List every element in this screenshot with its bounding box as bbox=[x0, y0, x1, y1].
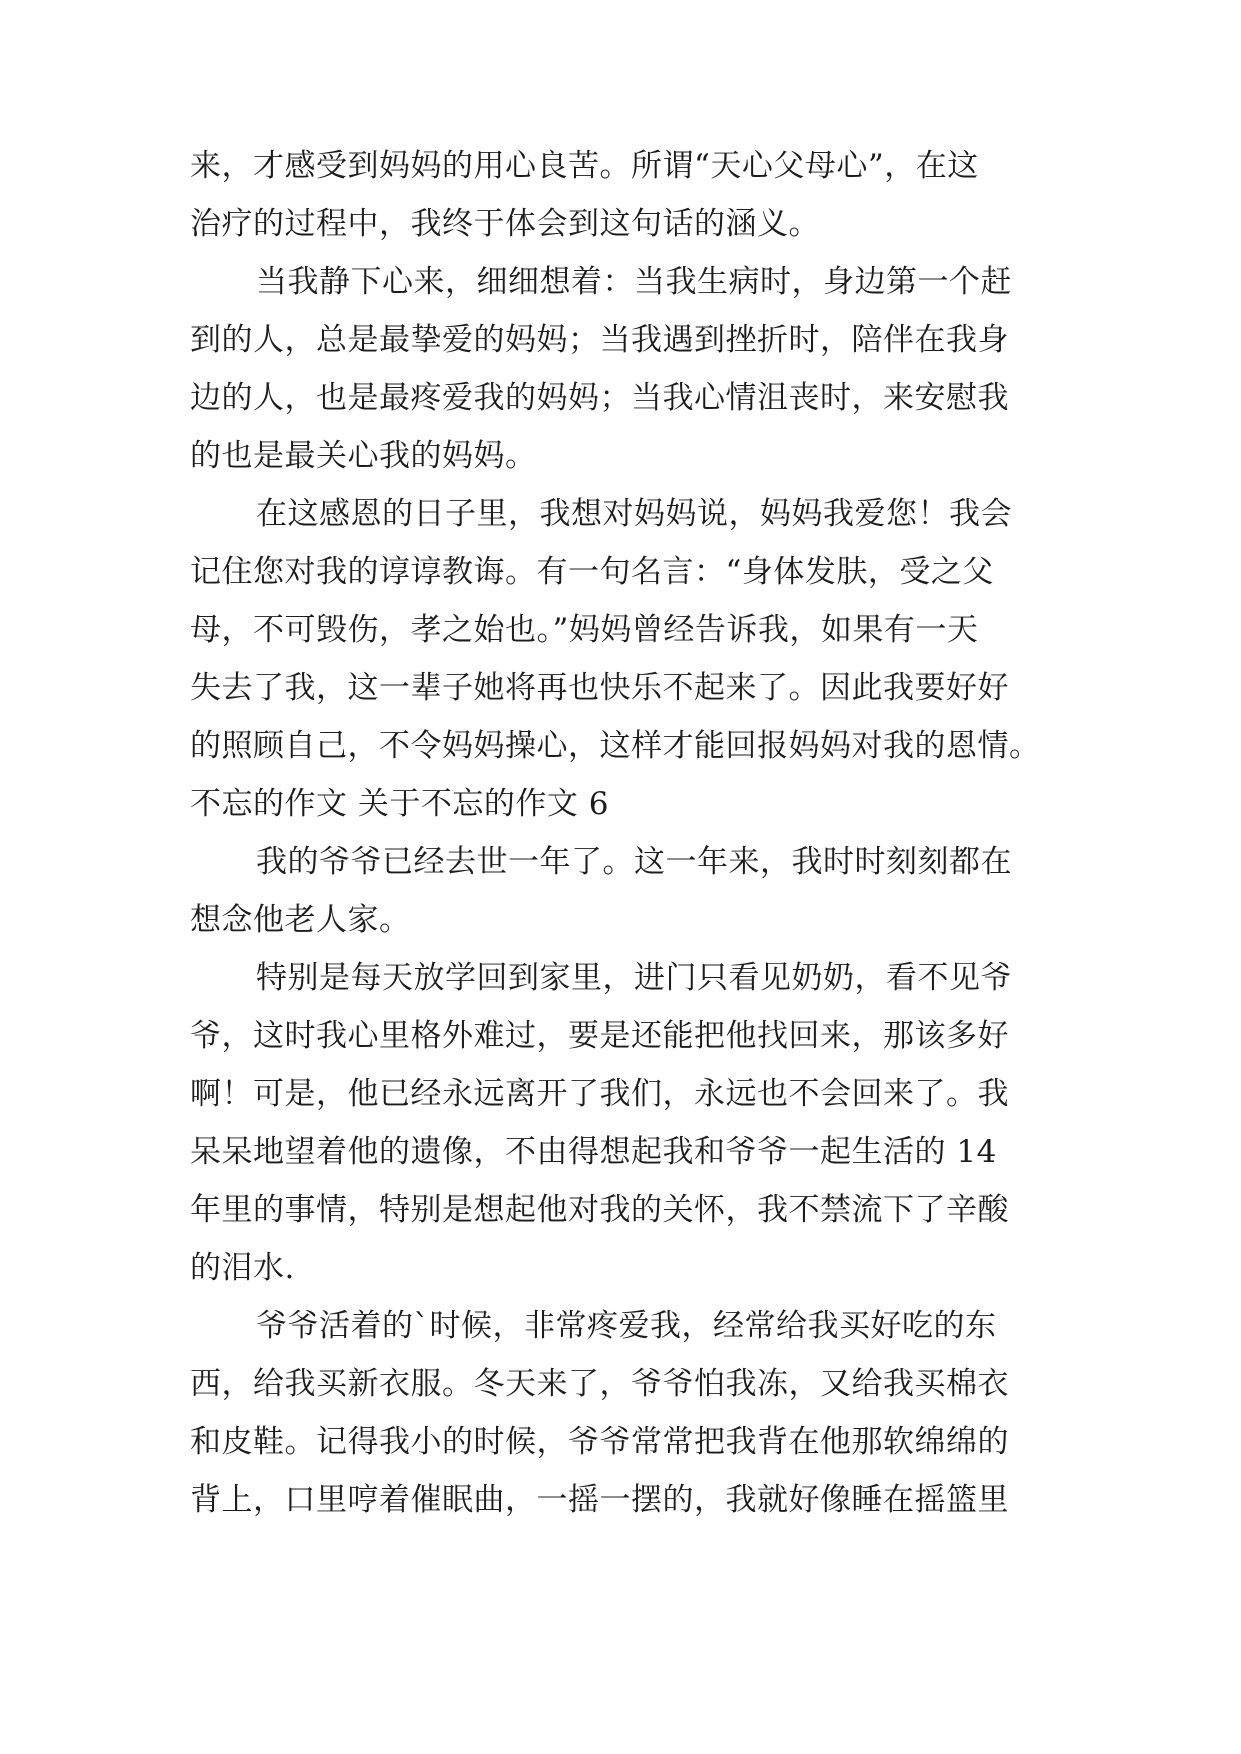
text-line: 啊！可是，他已经永远离开了我们，永远也不会回来了。我 bbox=[190, 1076, 1009, 1112]
paragraph-start-line: 爷爷活着的`时候，非常疼爱我，经常给我买好吃的东 bbox=[256, 1308, 997, 1344]
text-line: 想念他老人家。 bbox=[190, 902, 411, 938]
text-line: 的照顾自己，不令妈妈操心，这样才能回报妈妈对我的恩情。 bbox=[190, 728, 1041, 764]
text-line: 失去了我，这一辈子她将再也快乐不起来了。因此我要好好 bbox=[190, 670, 1009, 706]
paragraph-start-line: 我的爷爷已经去世一年了。这一年来，我时时刻刻都在 bbox=[256, 844, 1012, 880]
text-line: 年里的事情，特别是想起他对我的关怀，我不禁流下了辛酸 bbox=[190, 1192, 1009, 1228]
text-line: 呆呆地望着他的遗像，不由得想起我和爷爷一起生活的 14 bbox=[190, 1134, 997, 1170]
text-line: 母，不可毁伤，孝之始也。”妈妈曾经告诉我，如果有一天 bbox=[190, 612, 979, 648]
text-line: 的泪水. bbox=[190, 1250, 295, 1286]
text-line: 西，给我买新衣服。冬天来了，爷爷怕我冻，又给我买棉衣 bbox=[190, 1366, 1009, 1402]
text-line: 边的人，也是最疼爱我的妈妈；当我心情沮丧时，来安慰我 bbox=[190, 380, 1009, 416]
text-line: 的也是最关心我的妈妈。 bbox=[190, 438, 537, 474]
text-line: 和皮鞋。记得我小的时候，爷爷常常把我背在他那软绵绵的 bbox=[190, 1424, 1009, 1460]
text-line: 来，才感受到妈妈的用心良苦。所谓“天心父母心”，在这 bbox=[190, 148, 979, 184]
text-line: 治疗的过程中，我终于体会到这句话的涵义。 bbox=[190, 206, 820, 242]
paragraph-start-line: 当我静下心来，细细想着：当我生病时，身边第一个赶 bbox=[256, 264, 1012, 300]
text-line: 记住您对我的谆谆教诲。有一句名言：“身体发肤，受之父 bbox=[190, 554, 994, 590]
text-line: 爷，这时我心里格外难过，要是还能把他找回来，那该多好 bbox=[190, 1018, 1009, 1054]
text-line: 背上，口里哼着催眠曲，一摇一摆的，我就好像睡在摇篮里 bbox=[190, 1482, 1009, 1518]
text-line: 到的人，总是最挚爱的妈妈；当我遇到挫折时，陪伴在我身 bbox=[190, 322, 1009, 358]
paragraph-start-line: 特别是每天放学回到家里，进门只看见奶奶，看不见爷 bbox=[256, 960, 1012, 996]
paragraph-start-line: 在这感恩的日子里，我想对妈妈说，妈妈我爱您！我会 bbox=[256, 496, 1012, 532]
section-heading: 不忘的作文 关于不忘的作文 6 bbox=[190, 786, 609, 822]
